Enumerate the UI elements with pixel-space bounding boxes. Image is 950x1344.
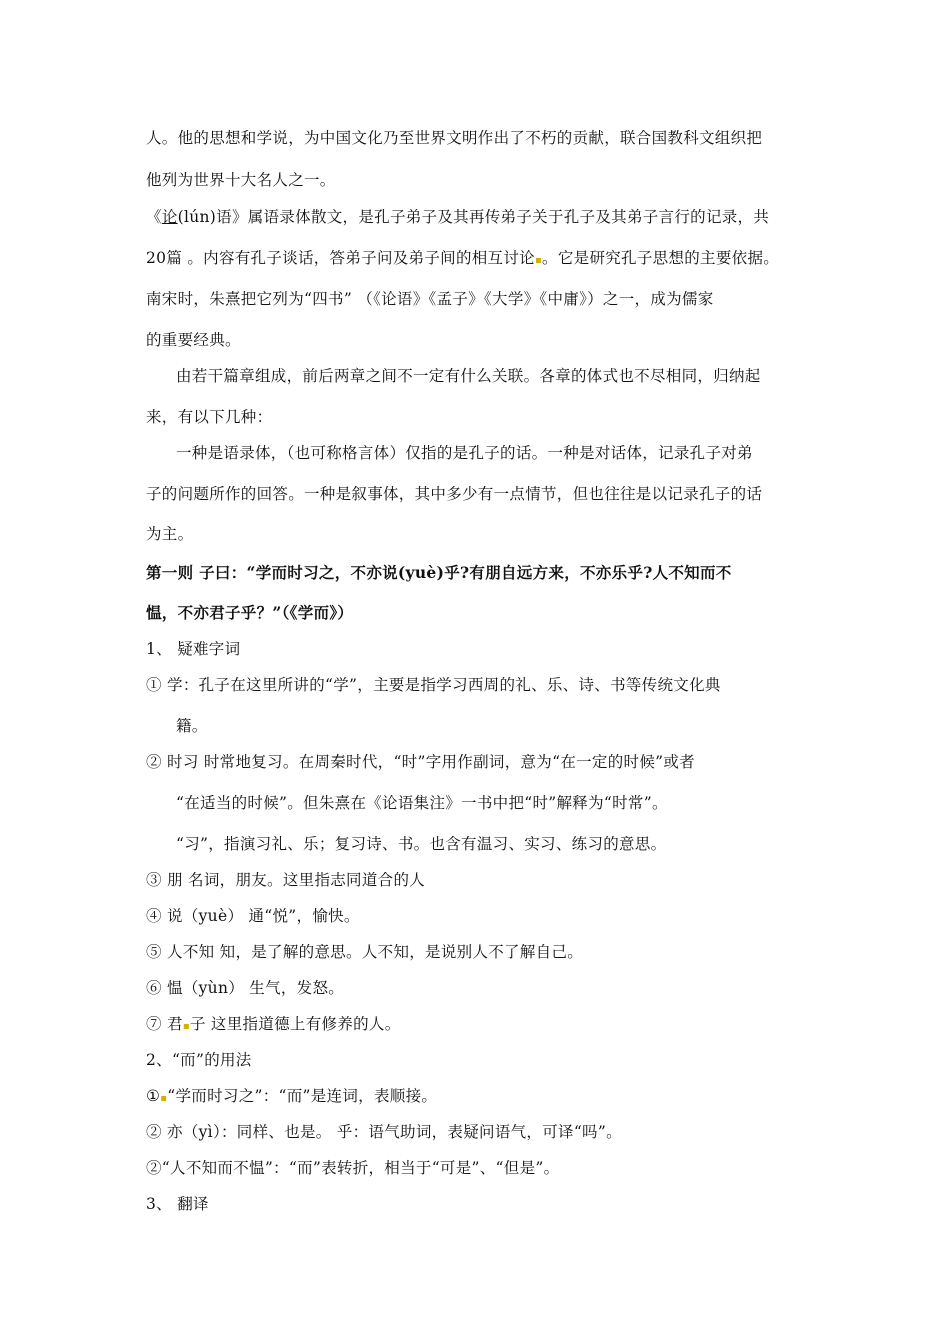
list-item: ③ 朋 名词，朋友。这里指志同道合的人 <box>146 871 426 889</box>
list-item: ① 学：孔子在这里所讲的“学”，主要是指学习西周的礼、乐、诗、书等传统文化典 <box>146 676 721 694</box>
yellow-mark: ▪ <box>182 1021 190 1032</box>
list-item: ②“人不知而不愠”：“而”表转折，相当于“可是”、“但是”。 <box>146 1159 560 1177</box>
list-item <box>146 1086 437 1109</box>
text-line <box>146 207 769 227</box>
text-line: 为主。 <box>146 525 194 543</box>
text-span: “学而时习之”：“而”是连词，表顺接。 <box>167 1087 438 1105</box>
yellow-mark: ▪ <box>534 255 543 266</box>
text-span: 20篇 。内容有孔子谈话，答弟子问及弟子间的相互讨论 <box>146 249 535 267</box>
text-line: 子的问题所作的回答。一种是叙事体，其中多少有一点情节，但也往往是以记录孔子的话 <box>146 485 763 503</box>
text-span: 子 这里指道德上有修养的人。 <box>189 1015 401 1033</box>
text-line: 他列为世界十大名人之一。 <box>146 171 336 189</box>
text-line: 来，有以下几种： <box>146 408 273 426</box>
list-heading: 2、“而”的用法 <box>146 1051 252 1069</box>
list-item: ④ 说（yuè） 通“悦”，愉快。 <box>146 907 360 925</box>
yellow-mark: ▪ <box>160 1093 168 1104</box>
list-heading: 1、 疑难字词 <box>146 640 241 658</box>
text-line <box>146 248 779 271</box>
list-item: ② 时习 时常地复习。在周秦时代，“时”字用作副词，意为“在一定的时候”或者 <box>146 753 695 771</box>
list-item: ⑥ 愠（yùn） 生气，发怒。 <box>146 979 345 997</box>
text-span: 。 <box>542 249 558 267</box>
text-line: 一种是语录体，（也可称格言体）仅指的是孔子的话。一种是对话体，记录孔子对弟 <box>176 444 753 462</box>
text-line: 人。他的思想和学说，为中国文化乃至世界文明作出了不朽的贡献，联合国教科文组织把 <box>146 129 763 147</box>
underlined-char: 论 <box>161 208 178 226</box>
book-mark: 《 <box>146 208 162 226</box>
text-line: 南宋时，朱熹把它列为“四书” （《论语》《孟子》《大学》《中庸》）之一，成为儒家 <box>146 290 714 308</box>
text-span: 它是研究孔子思想的主要依据。 <box>557 249 780 267</box>
text-span: ① <box>146 1087 161 1105</box>
list-item-cont: “习”，指演习礼、乐；复习诗、书。也含有温习、实习、练习的意思。 <box>176 835 667 853</box>
section-heading: 愠，不亦君子乎？”（《学而》） <box>146 603 354 622</box>
text-span: ⑦ 君 <box>146 1015 183 1033</box>
section-heading: 第一则 子曰：“学而时习之，不亦说(yuè)乎?有朋自远方来，不亦乐乎?人不知而不 <box>146 563 732 582</box>
list-item <box>146 1014 401 1037</box>
list-item-cont: 籍。 <box>176 717 208 735</box>
text-line: 的重要经典。 <box>146 331 241 349</box>
text-span: (lún)语》属语录体散文，是孔子弟子及其再传弟子关于孔子及其弟子言行的记录，共 <box>177 208 770 226</box>
list-heading: 3、 翻译 <box>146 1195 209 1213</box>
list-item: ② 亦（yì）：同样、也是。 乎：语气助词，表疑问语气，可译“吗”。 <box>146 1123 622 1141</box>
list-item-cont: “在适当的时候”。但朱熹在《论语集注》一书中把“时”解释为“时常”。 <box>176 794 668 812</box>
list-item: ⑤ 人不知 知，是了解的意思。人不知，是说别人不了解自己。 <box>146 943 584 961</box>
text-line: 由若干篇章组成，前后两章之间不一定有什么关联。各章的体式也不尽相同，归纳起 <box>176 367 761 385</box>
